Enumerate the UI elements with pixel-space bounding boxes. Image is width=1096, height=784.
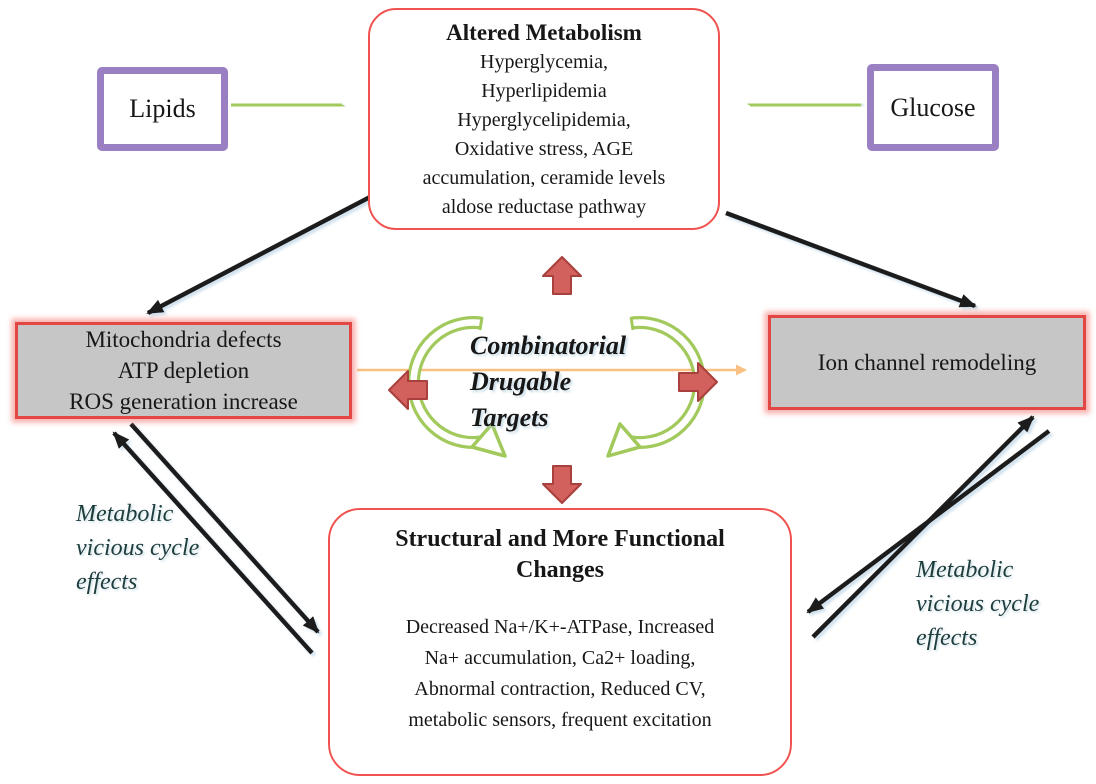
mitochondria-box (15, 322, 352, 419)
lipids-label: Lipids (129, 94, 196, 123)
altered-metabolism-line: Hyperglycelipidemia, (457, 109, 631, 131)
combinatorial-line: Targets (470, 403, 549, 432)
red-arrow-down (543, 466, 581, 503)
glucose-box (867, 64, 999, 151)
right-vicious-cycle-line: effects (916, 625, 978, 651)
altered-metabolism-line: accumulation, ceramide levels (422, 167, 666, 189)
ion-channel-box (768, 315, 1086, 410)
structural-changes-line: Na+ accumulation, Ca2+ loading, (424, 647, 696, 669)
altered-metabolism-line: Hyperglycemia, (480, 51, 608, 73)
left-vicious-cycle-label (76, 497, 286, 599)
lipids-box (97, 67, 228, 151)
mitochondria-line: ATP depletion (117, 358, 250, 383)
left-vicious-cycle-line: vicious cycle (76, 535, 200, 561)
right-vicious-cycle-line: Metabolic (916, 557, 1014, 583)
structural-changes-line: Abnormal contraction, Reduced CV, (414, 678, 706, 700)
structural-changes-box (328, 508, 792, 776)
altered-metabolism-line: Oxidative stress, AGE (454, 138, 634, 160)
mitochondria-line: ROS generation increase (69, 389, 298, 414)
combinatorial-line: Drugable (470, 367, 572, 396)
altered-metabolism-line: Hyperlipidemia (481, 80, 607, 102)
right-vicious-cycle-label (916, 553, 1096, 655)
glucose-label: Glucose (890, 92, 976, 122)
ion-channel-label: Ion channel remodeling (817, 350, 1037, 375)
structural-changes-title: Changes (515, 557, 605, 583)
mitochondria-line: Mitochondria defects (85, 327, 282, 352)
altered-metabolism-line: aldose reductase pathway (441, 196, 647, 218)
arrow-metabolism-to-mitochondria (148, 196, 372, 313)
left-vicious-cycle-line: Metabolic (76, 501, 174, 527)
combinatorial-line: Combinatorial (470, 331, 627, 360)
altered-metabolism-box (368, 8, 720, 230)
structural-changes-line: metabolic sensors, frequent excitation (408, 709, 712, 731)
combinatorial-targets-text (470, 328, 685, 436)
altered-metabolism-title: Altered Metabolism (446, 20, 642, 45)
red-arrow-up (543, 257, 581, 294)
arrow-metabolism-to-ionchannel (726, 213, 975, 306)
structural-changes-title: Structural and More Functional (395, 526, 725, 552)
left-vicious-cycle-line: effects (76, 569, 138, 595)
right-vicious-cycle-line: vicious cycle (916, 591, 1040, 617)
structural-changes-line: Decreased Na+/K+-ATPase, Increased (405, 616, 715, 638)
